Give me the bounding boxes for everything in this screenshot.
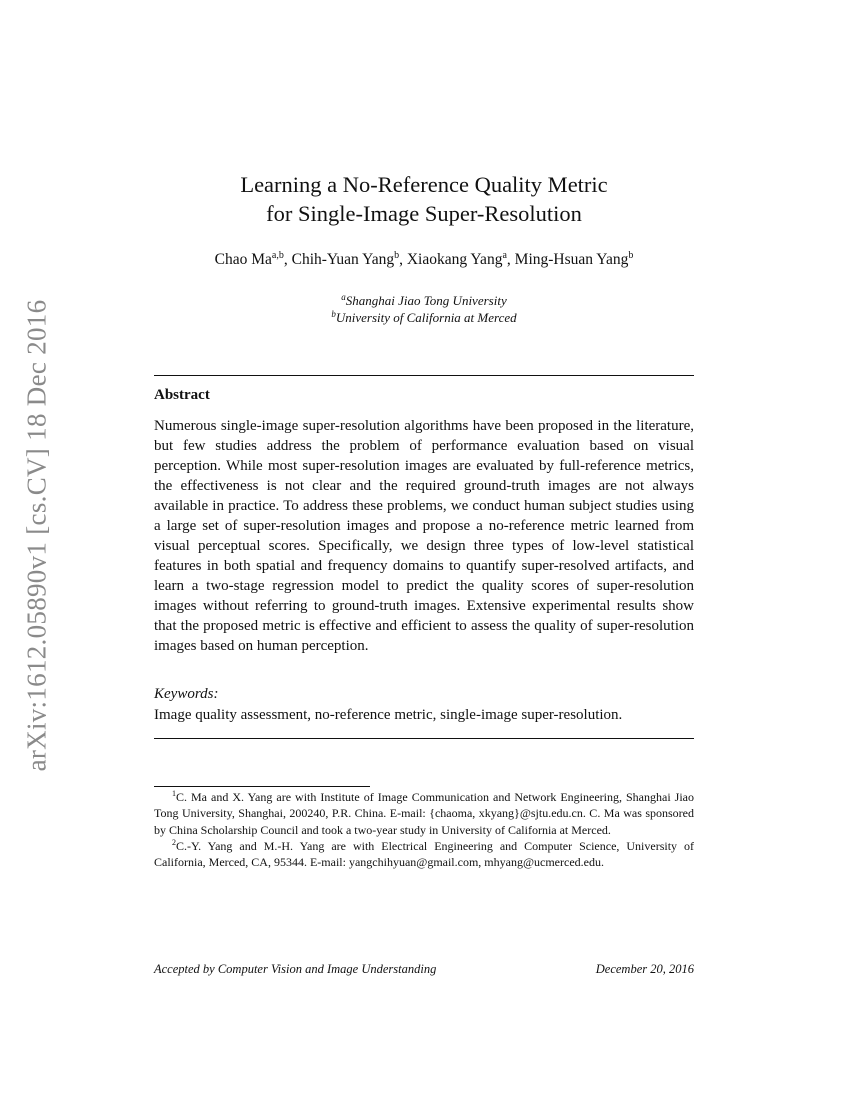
author-affiliation-mark: b — [394, 250, 400, 261]
author-affiliation-mark: a,b — [271, 250, 284, 261]
author-list: Chao Ma$^{a,b}$, Chih-Yuan Yang$^b$, Xiaokang Yang$^a$, Ming-Hsuan Yang$^b$ — [214, 250, 634, 268]
preprint-footer — [154, 962, 694, 977]
affiliation-name: University of California at Merced — [335, 310, 517, 325]
author-name: Ming-Hsuan Yang — [514, 251, 629, 268]
author-affiliation-mark: a — [502, 250, 507, 261]
affiliation-mark: a — [341, 292, 346, 302]
affiliation-list — [154, 292, 694, 326]
arxiv-identifier-stamp — [12, 290, 62, 780]
footnote-text: C.-Y. Yang and M.-H. Yang are with Electrical Engineering and Computer Science, University of California, Merced, CA, 95344. E-mail: yangchihyuan@gmail.com, mhyang@ucmerced.edu. — [154, 838, 694, 870]
keywords-text: Image quality assessment, no-reference metric, single-image super-resolution. — [154, 707, 623, 723]
footnote-item — [154, 838, 694, 871]
arxiv-identifier-text: arXiv:1612.05890v1 [cs.CV] 18 Dec 2016 — [21, 299, 52, 771]
footnote-mark: 2 — [172, 837, 176, 847]
author-name: Xiaokang Yang — [406, 251, 503, 268]
author-name: Chih-Yuan Yang — [291, 251, 395, 268]
affiliation-item — [154, 292, 694, 309]
title-line-1: Learning a No-Reference Quality Metric — [240, 172, 608, 197]
abstract-heading: Abstract — [154, 387, 210, 403]
title-line-2: for Single-Image Super-Resolution — [266, 201, 582, 226]
footer-date: December 20, 2016 — [595, 962, 694, 976]
journal-note: Accepted by Computer Vision and Image Understanding — [154, 962, 437, 976]
author-name: Chao Ma — [214, 251, 272, 268]
abstract-text: Numerous single-image super-resolution algorithms have been proposed in the literature, but few studies address the problem of performance evaluation based on visual perception. While most super-resolution images are evaluated by full-reference metrics, the effectiveness is not clear and the required ground-truth images are not always available in practice. To address these problems, we conduct human subject studies using a large set of super-resolution images and propose a no-reference metric learned from visual perceptual scores. Specifically, we design three types of low-level statistical features in both spatial and frequency domains to quantify super-resolved artifacts, and learn a two-stage regression model to predict the quality scores of super-resolution images without referring to ground-truth images. Extensive experimental results show that the proposed metric is effective and efficient to assess the quality of super-resolution images based on human perception. — [154, 418, 694, 654]
abstract-top-divider — [154, 375, 694, 376]
affiliation-mark: b — [331, 309, 336, 319]
footnote-mark: 1 — [172, 789, 176, 798]
footnote-item — [154, 789, 694, 838]
affiliation-name: Shanghai Jiao Tong University — [345, 293, 507, 308]
footnote-divider — [154, 786, 370, 787]
abstract-bottom-divider — [154, 738, 694, 739]
footnotes — [154, 789, 694, 870]
author-affiliation-mark: b — [628, 250, 634, 261]
keywords-heading: Keywords: — [154, 686, 219, 702]
paper-title — [154, 170, 694, 228]
affiliation-item — [154, 309, 694, 326]
footnote-text: C. Ma and X. Yang are with Institute of Image Communication and Network Engineering, Shanghai Jiao Tong University, Shanghai, 200240, P.R. China. E-mail: {chaoma, xkyang}@sjtu.edu.cn. C. Ma was sponsored by China Scholarship Council and took a two-year study in University of California at Merced. — [154, 790, 694, 837]
